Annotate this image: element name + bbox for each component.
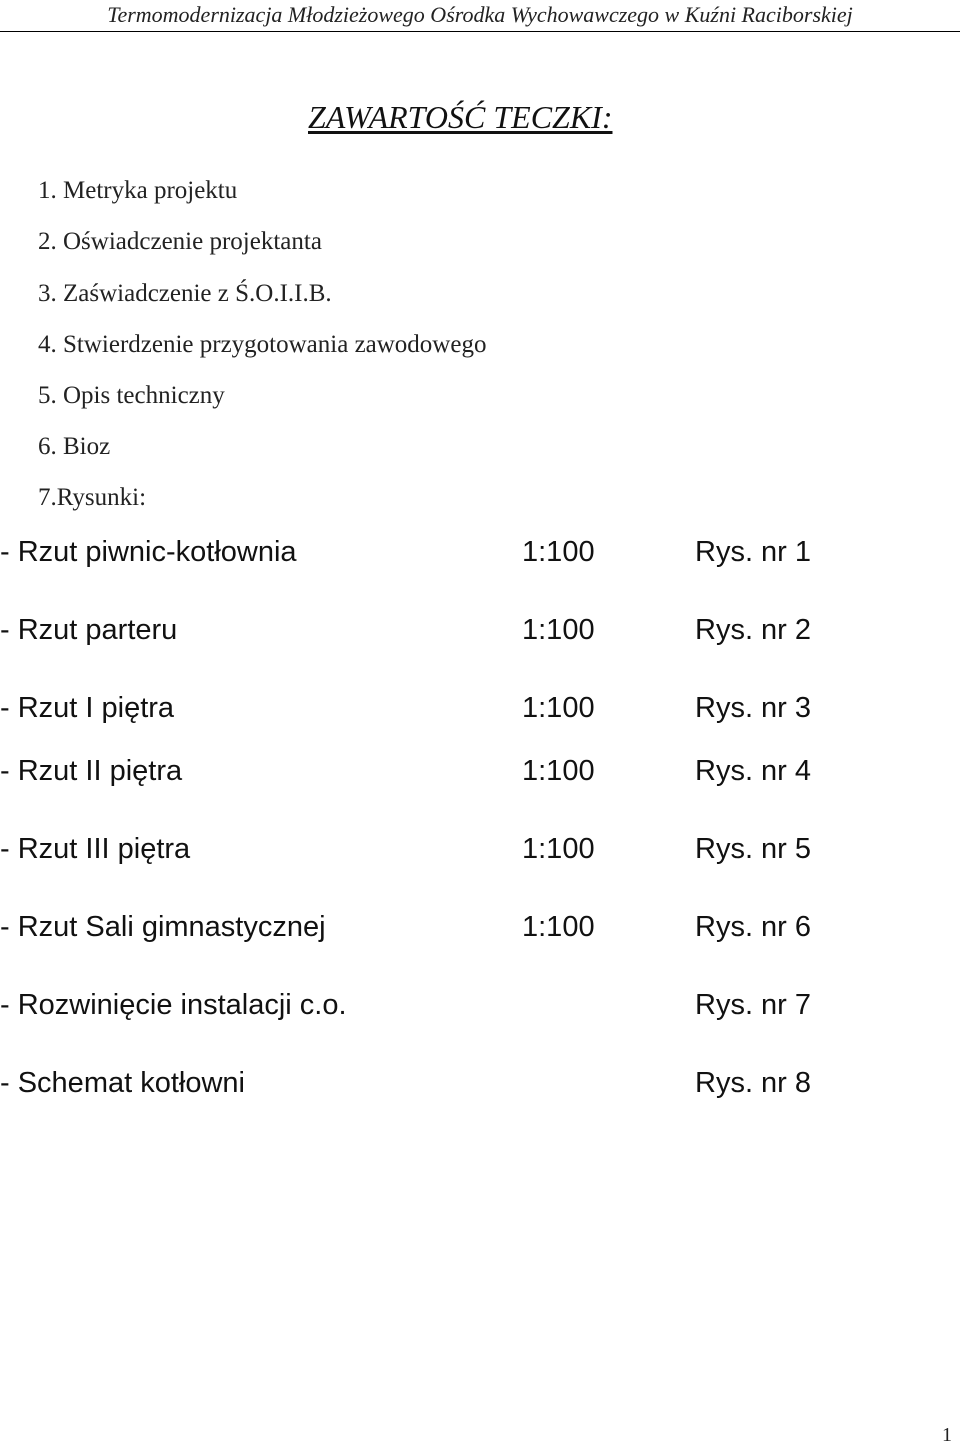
drawing-description: - Schemat kotłowni <box>0 1067 245 1099</box>
header-text: Termomodernizacja Młodzieżowego Ośrodka Wychowawczego w Kuźni Raciborskiej <box>107 2 853 27</box>
drawing-row <box>0 753 960 789</box>
document-title: ZAWARTOŚĆ TECZKI: <box>308 99 613 135</box>
drawing-row <box>0 831 960 867</box>
drawing-row <box>0 987 960 1023</box>
drawing-reference: Rys. nr 4 <box>695 755 812 787</box>
drawing-description: - Rzut parteru <box>0 614 178 646</box>
drawing-description: - Rzut piwnic-kotłownia <box>0 536 297 568</box>
drawing-scale: 1:100 <box>522 833 595 865</box>
contents-item-oswiadczenie: 2. Oświadczenie projektanta <box>38 228 322 255</box>
contents-item-bioz: 6. Bioz <box>38 433 111 460</box>
drawing-description: - Rzut III piętra <box>0 833 191 865</box>
contents-item-opis: 5. Opis techniczny <box>38 382 225 409</box>
drawing-reference: Rys. nr 7 <box>695 989 812 1021</box>
drawing-description: - Rzut Sali gimnastycznej <box>0 911 326 943</box>
drawing-row <box>0 1065 960 1101</box>
drawing-scale: 1:100 <box>522 692 595 724</box>
drawing-row <box>0 909 960 945</box>
drawing-reference: Rys. nr 3 <box>695 692 812 724</box>
drawing-reference: Rys. nr 1 <box>695 536 812 568</box>
drawing-scale: 1:100 <box>522 614 595 646</box>
drawing-reference: Rys. nr 6 <box>695 911 812 943</box>
contents-item-rysunki: 7.Rysunki: <box>38 484 147 511</box>
page-header <box>0 0 960 32</box>
page-number: 1 <box>942 1424 952 1446</box>
drawing-reference: Rys. nr 8 <box>695 1067 812 1099</box>
drawing-row <box>0 690 960 726</box>
contents-item-metryka: 1. Metryka projektu <box>38 177 238 204</box>
drawing-scale: 1:100 <box>522 536 595 568</box>
drawing-reference: Rys. nr 5 <box>695 833 812 865</box>
drawing-scale: 1:100 <box>522 755 595 787</box>
drawing-description: - Rzut II piętra <box>0 755 183 787</box>
drawing-reference: Rys. nr 2 <box>695 614 812 646</box>
drawing-scale: 1:100 <box>522 911 595 943</box>
drawing-row <box>0 612 960 648</box>
contents-item-stwierdzenie: 4. Stwierdzenie przygotowania zawodowego <box>38 331 487 358</box>
drawing-row <box>0 534 960 570</box>
drawing-description: - Rzut I piętra <box>0 692 175 724</box>
contents-item-zaswiadczenie: 3. Zaświadczenie z Ś.O.I.I.B. <box>38 280 332 307</box>
drawing-description: - Rozwinięcie instalacji c.o. <box>0 989 347 1021</box>
